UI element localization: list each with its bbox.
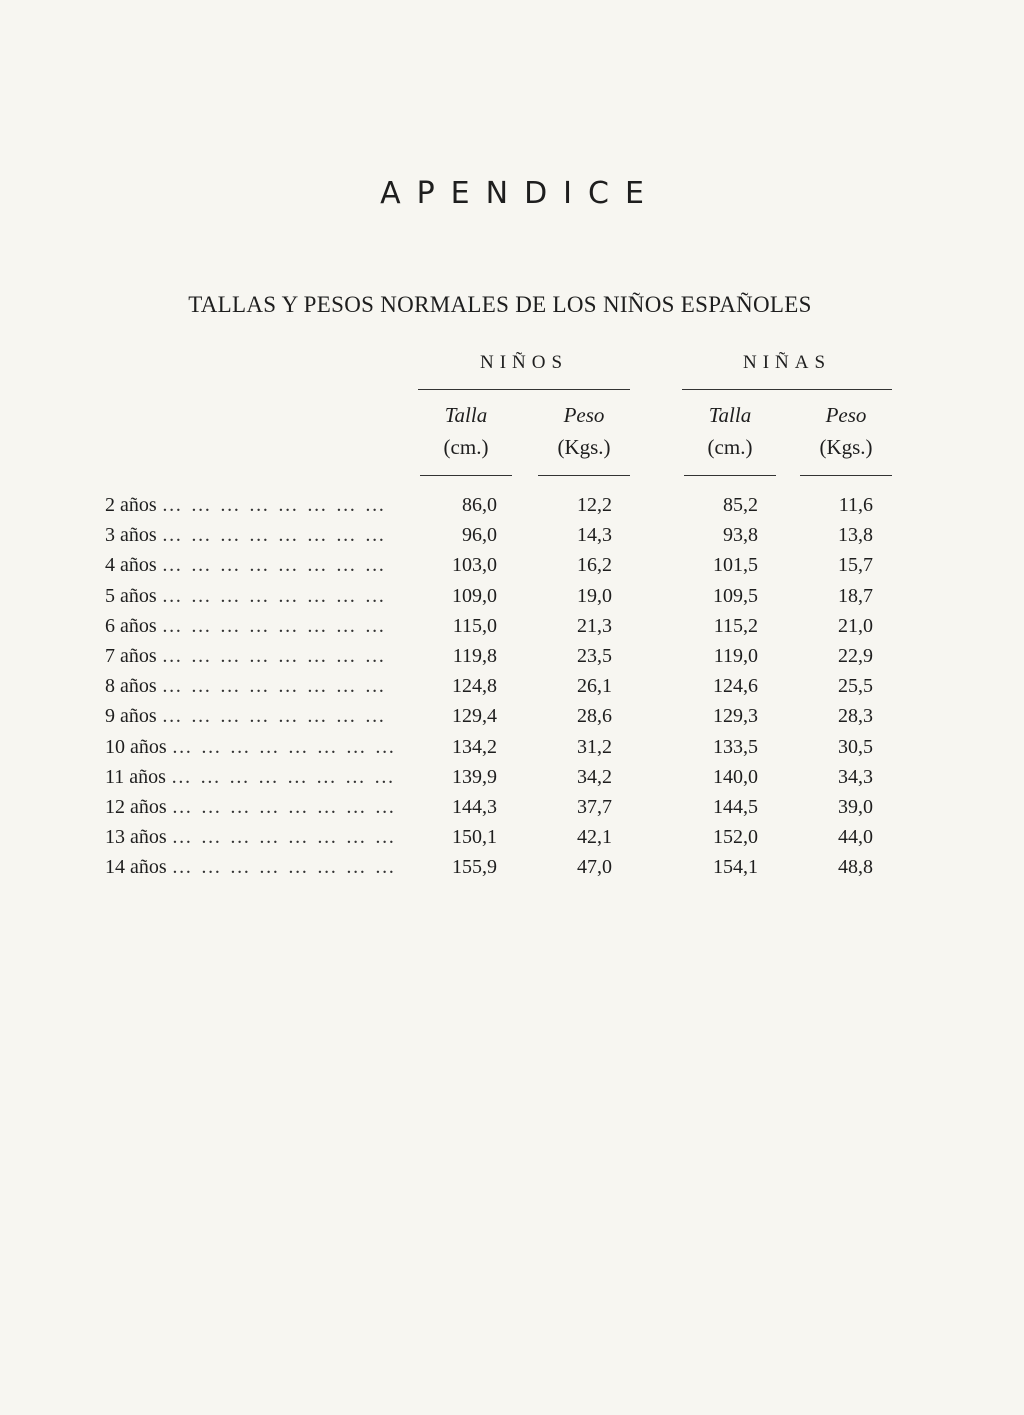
leader-dots: … … … … … … … … xyxy=(161,614,387,637)
leader-dots: … … … … … … … … xyxy=(171,735,397,758)
table-cell: 15,7 xyxy=(838,554,873,577)
table-cell: 14,3 xyxy=(577,524,612,547)
table-cell: 12,2 xyxy=(577,494,612,516)
leader-dots: … … … … … … … … xyxy=(161,644,387,667)
column-unit: (cm.) xyxy=(707,435,753,459)
row-label xyxy=(105,792,415,822)
age-label: 4 años xyxy=(105,554,157,577)
leader-dots: … … … … … … … … xyxy=(161,705,387,728)
table-cell: 139,9 xyxy=(452,765,497,788)
table-cell: 18,7 xyxy=(838,584,873,607)
table-cell: 109,5 xyxy=(713,584,758,607)
row-label xyxy=(105,671,415,701)
table-cell: 155,9 xyxy=(452,856,497,879)
age-label: 13 años xyxy=(105,826,167,849)
table-row xyxy=(0,852,1024,882)
leader-dots: … … … … … … … … xyxy=(171,856,397,879)
table-row xyxy=(0,822,1024,852)
table-cell: 47,0 xyxy=(577,856,612,879)
table-row xyxy=(0,732,1024,762)
leader-dots: … … … … … … … … xyxy=(171,826,397,849)
table-cell: 150,1 xyxy=(452,826,497,849)
column-name: Peso xyxy=(825,403,867,427)
table-cell: 124,6 xyxy=(713,675,758,698)
column-name: Peso xyxy=(563,403,605,427)
table-cell: 16,2 xyxy=(577,554,612,577)
leader-dots: … … … … … … … … xyxy=(161,584,387,607)
table-cell: 140,0 xyxy=(713,765,758,788)
table-cell: 26,1 xyxy=(577,675,612,698)
column-rule xyxy=(538,475,630,476)
leader-dots: … … … … … … … … xyxy=(161,675,387,698)
row-label xyxy=(105,732,415,762)
column-name: Talla xyxy=(444,403,488,427)
table-cell: 28,6 xyxy=(577,705,612,728)
row-label xyxy=(105,641,415,671)
table-cell: 144,5 xyxy=(713,795,758,818)
table-cell: 31,2 xyxy=(577,735,612,758)
row-label xyxy=(105,822,415,852)
table-cell: 21,0 xyxy=(838,614,873,637)
table-cell: 154,1 xyxy=(713,856,758,879)
table-row xyxy=(0,520,1024,550)
table-cell: 13,8 xyxy=(838,524,873,547)
age-label: 9 años xyxy=(105,705,157,728)
table-cell: 48,8 xyxy=(838,856,873,879)
table-cell: 93,8 xyxy=(723,524,758,547)
row-label xyxy=(105,762,415,792)
table-cell: 23,5 xyxy=(577,644,612,667)
table-cell: 86,0 xyxy=(462,494,497,516)
table-row xyxy=(0,792,1024,822)
table-cell: 134,2 xyxy=(452,735,497,758)
table-cell: 44,0 xyxy=(838,826,873,849)
row-label xyxy=(105,581,415,611)
table-cell: 129,4 xyxy=(452,705,497,728)
age-label: 6 años xyxy=(105,614,157,637)
column-rule xyxy=(420,475,512,476)
row-label xyxy=(105,520,415,550)
table-cell: 21,3 xyxy=(577,614,612,637)
table-cell: 34,2 xyxy=(577,765,612,788)
table-cell: 129,3 xyxy=(713,705,758,728)
column-header-ninos-talla xyxy=(420,399,512,463)
group-rule-ninas xyxy=(682,389,892,390)
row-label xyxy=(105,550,415,580)
row-label xyxy=(105,852,415,882)
column-header-ninas-talla xyxy=(684,399,776,463)
table-cell: 85,2 xyxy=(723,494,758,516)
table-cell: 103,0 xyxy=(452,554,497,577)
table-row xyxy=(0,550,1024,580)
table-cell: 39,0 xyxy=(838,795,873,818)
page-title: APENDICE xyxy=(380,176,660,211)
age-label: 3 años xyxy=(105,524,157,547)
table-row xyxy=(0,581,1024,611)
table-cell: 37,7 xyxy=(577,795,612,818)
table-cell: 115,2 xyxy=(713,614,758,637)
column-name: Talla xyxy=(708,403,752,427)
table-title: TALLAS Y PESOS NORMALES DE LOS NIÑOS ESPAÑOLES xyxy=(188,292,812,317)
age-label: 11 años xyxy=(105,765,166,788)
age-label: 5 años xyxy=(105,584,157,607)
column-unit: (Kgs.) xyxy=(557,435,611,459)
table-cell: 28,3 xyxy=(838,705,873,728)
data-table xyxy=(0,490,1024,882)
table-cell: 96,0 xyxy=(462,524,497,547)
leader-dots: … … … … … … … … xyxy=(161,524,387,547)
table-row xyxy=(0,701,1024,731)
leader-dots: … … … … … … … … xyxy=(161,494,387,516)
table-row xyxy=(0,671,1024,701)
group-rule-ninos xyxy=(418,389,630,390)
age-label: 10 años xyxy=(105,735,167,758)
table-cell: 124,8 xyxy=(452,675,497,698)
table-cell: 152,0 xyxy=(713,826,758,849)
table-cell: 25,5 xyxy=(838,675,873,698)
leader-dots: … … … … … … … … xyxy=(171,795,397,818)
age-label: 14 años xyxy=(105,856,167,879)
age-label: 12 años xyxy=(105,795,167,818)
leader-dots: … … … … … … … … xyxy=(161,554,387,577)
leader-dots: … … … … … … … … xyxy=(170,765,396,788)
column-unit: (cm.) xyxy=(443,435,489,459)
column-rule xyxy=(684,475,776,476)
table-cell: 101,5 xyxy=(713,554,758,577)
table-cell: 34,3 xyxy=(838,765,873,788)
column-unit: (Kgs.) xyxy=(819,435,873,459)
row-label xyxy=(105,701,415,731)
column-header-ninas-peso xyxy=(800,399,892,463)
age-label: 7 años xyxy=(105,644,157,667)
table-cell: 119,0 xyxy=(713,644,758,667)
column-header-ninos-peso xyxy=(538,399,630,463)
table-cell: 30,5 xyxy=(838,735,873,758)
row-label xyxy=(105,611,415,641)
table-row xyxy=(0,641,1024,671)
table-cell: 133,5 xyxy=(713,735,758,758)
table-row xyxy=(0,611,1024,641)
table-cell: 109,0 xyxy=(452,584,497,607)
table-cell: 11,6 xyxy=(838,494,873,516)
age-label: 2 años xyxy=(105,494,157,516)
row-label xyxy=(105,490,415,520)
table-cell: 22,9 xyxy=(838,644,873,667)
table-cell: 144,3 xyxy=(452,795,497,818)
group-header-ninas: NIÑAS xyxy=(742,352,832,373)
table-cell: 115,0 xyxy=(452,614,497,637)
group-header-ninos: NIÑOS xyxy=(479,352,569,373)
table-cell: 119,8 xyxy=(452,644,497,667)
age-label: 8 años xyxy=(105,675,157,698)
table-cell: 42,1 xyxy=(577,826,612,849)
column-rule xyxy=(800,475,892,476)
table-row xyxy=(0,762,1024,792)
table-row xyxy=(0,490,1024,520)
table-cell: 19,0 xyxy=(577,584,612,607)
